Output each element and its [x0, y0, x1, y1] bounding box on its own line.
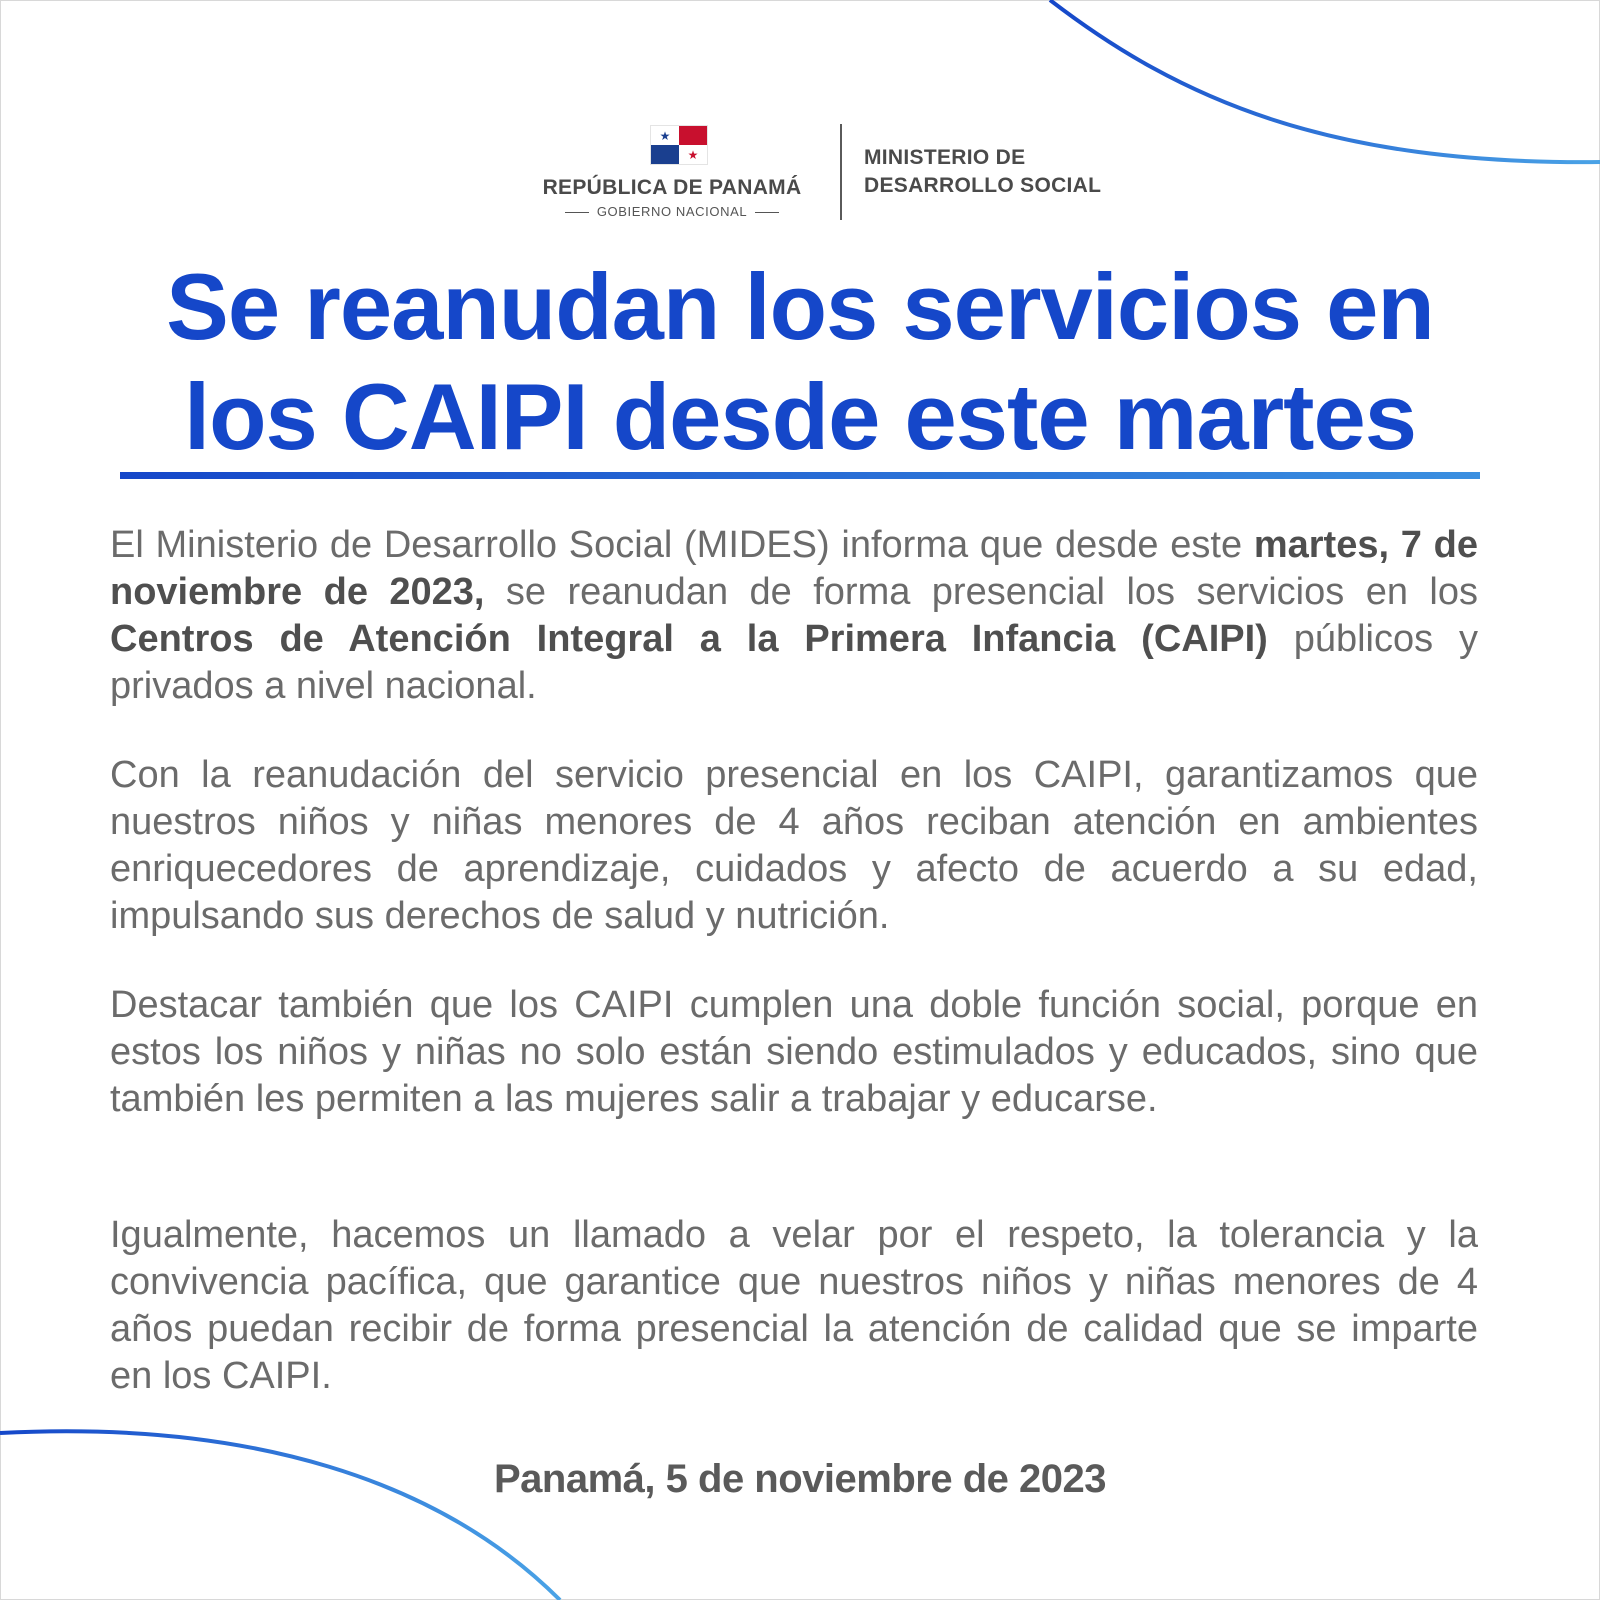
paragraph-4: Igualmente, hacemos un llamado a velar por el respeto, la tolerancia y la convivencia pacífica, que garantice que nuestros niños y niñas menores de 4 años puedan recibir de forma presencial la atención de calidad que se imparte en los CAIPI.: [110, 1214, 1478, 1397]
paragraph-2: Con la reanudación del servicio presencial en los CAIPI, garantizamos que nuestros niños y niñas menores de 4 años reciban atención en ambientes enriquecedores de aprendizaje, cuidados y afecto de acuerdo a su edad, impulsando sus derechos de salud y nutrición.: [110, 754, 1478, 937]
logo-divider: [840, 124, 842, 220]
p1-bold-caipi: Centros de Atención Integral a la Primera Infancia (CAIPI): [110, 618, 1268, 660]
title-underline: [120, 472, 1480, 479]
republic-name: REPÚBLICA DE PANAMÁ: [542, 176, 802, 199]
flag-quadrant-white-top: [651, 126, 679, 145]
flag-quadrant-white-bottom: [679, 145, 707, 164]
ministry-line-2: DESARROLLO SOCIAL: [864, 174, 1102, 197]
ministry-name: [864, 144, 1101, 200]
title-line-2: los CAIPI desde este martes: [183, 364, 1417, 469]
dash-right: [755, 212, 779, 213]
p1-text-1: El Ministerio de Desarrollo Social (MIDES) informa que desde este: [110, 524, 1254, 566]
ministry-line-1: MINISTERIO DE: [864, 146, 1026, 169]
dash-left: [565, 212, 589, 213]
p1-text-3: públicos y privados a nivel nacional.: [110, 618, 1478, 707]
p1-text-2: se reanudan de forma presencial los servicios en los: [484, 571, 1478, 613]
header-logos: [0, 118, 1600, 228]
government-subtitle: [530, 204, 814, 219]
flag-quadrant-blue: [651, 145, 679, 164]
red-star-icon: ★: [687, 147, 699, 162]
government-label: GOBIERNO NACIONAL: [596, 204, 748, 219]
page-title: [60, 252, 1540, 472]
paragraph-3: Destacar también que los CAIPI cumplen una doble función social, porque en estos los niños y niñas no solo están siendo estimulados y educados, sino que también les permiten a las mujeres salir a trabajar y educarse.: [110, 984, 1478, 1120]
blue-star-icon: ★: [659, 128, 671, 143]
flag-quadrant-red: [679, 126, 707, 145]
title-line-1: Se reanudan los servicios en: [166, 254, 1434, 359]
p1-bold-date: martes, 7 de noviembre de 2023,: [110, 524, 1478, 613]
paragraph-1: [110, 522, 1478, 710]
panama-flag-icon: [651, 126, 707, 164]
footer-date: Panamá, 5 de noviembre de 2023: [494, 1457, 1106, 1501]
